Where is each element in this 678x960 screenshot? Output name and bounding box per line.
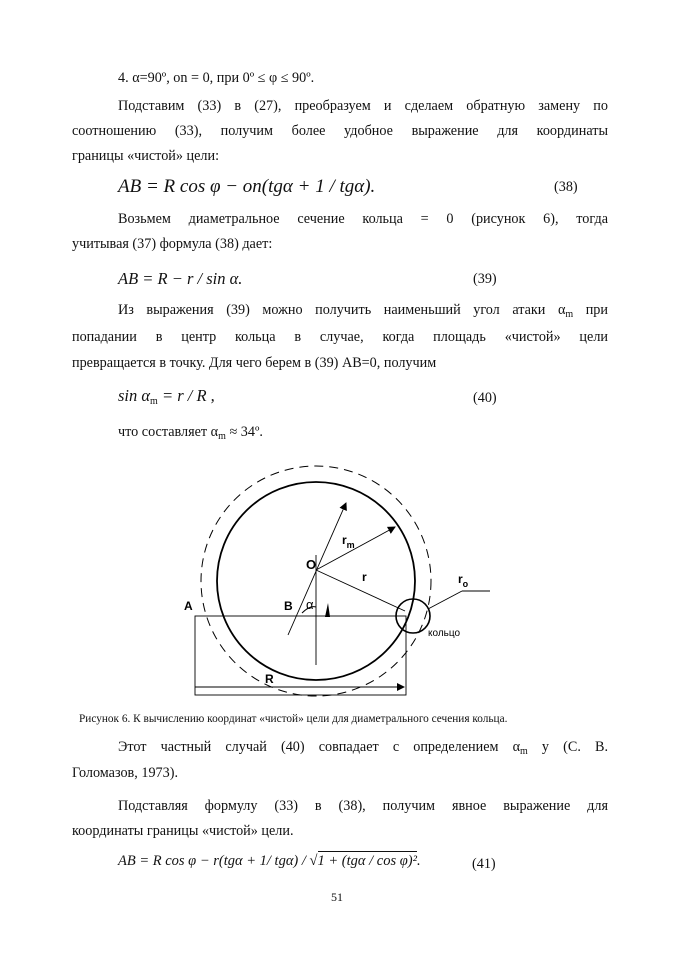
paragraph-3-line-1 <box>118 301 608 324</box>
equation-38-number: (38) <box>554 179 578 195</box>
attack-direction-line <box>288 503 346 635</box>
paragraph-4-text-b: ≈ 34º. <box>225 424 263 440</box>
page-number: 51 <box>331 890 343 904</box>
label-rm-sub: m <box>346 540 355 550</box>
equation-41 <box>118 853 421 870</box>
label-O: O <box>306 557 317 572</box>
equation-38: AB = R cos φ − on(tgα + 1 / tgα). <box>118 176 376 197</box>
label-rm <box>342 533 355 550</box>
paragraph-3-line-3: превращается в точку. Для чего берем в (39) АВ=0, получим <box>72 355 437 371</box>
equation-40-part-b: = r / R , <box>157 386 215 405</box>
label-ring: кольцо <box>428 628 461 639</box>
paragraph-4-subscript: m <box>218 431 226 442</box>
equation-41-part-b: . <box>416 853 421 869</box>
paragraph-5-text-b: у (С. В. <box>527 739 608 755</box>
paragraph-6-line-1: Подставляя формулу (33) в (38), получим явное выражение для <box>118 798 608 814</box>
paragraph-2-line-1: Возьмем диаметральное сечение кольца = 0 (рисунок 6), тогда <box>118 211 608 227</box>
equation-41-number: (41) <box>472 856 496 872</box>
ro-leader-line <box>428 591 462 609</box>
case-4-line: 4. α=90º, on = 0, при 0º ≤ φ ≤ 90º. <box>118 70 315 86</box>
paragraph-4-text-a: что составляет α <box>118 424 219 440</box>
paragraph-1-line-2: соотношению (33), получим более удобное выражение для координаты <box>72 123 608 139</box>
paragraph-1-line-3: границы «чистой» цели: <box>72 148 220 164</box>
label-r: r <box>362 570 367 584</box>
paragraph-3-line-2: попадании в центр кольца в случае, когда площадь «чистой» цели <box>72 329 608 345</box>
paragraph-5-subscript: m <box>520 746 528 757</box>
paragraph-3-text-a: Из выражения (39) можно получить наименьший угол атаки α <box>118 302 566 318</box>
paragraph-1-line-1: Подставим (33) в (27), преобразуем и сделаем обратную замену по <box>118 98 608 114</box>
paragraph-4 <box>118 423 263 446</box>
paragraph-3-text-b: при <box>573 302 608 318</box>
figure-6-caption: Рисунок 6. К вычислению координат «чистой» цели для диаметрального сечения кольца. <box>79 713 508 725</box>
figure-6-diagram <box>170 455 500 700</box>
equation-39: AB = R − r / sin α. <box>118 269 243 288</box>
label-ro-sub: o <box>462 579 469 589</box>
radius-r-line <box>316 570 405 611</box>
paragraph-2-line-2: учитывая (37) формула (38) дает: <box>72 236 273 252</box>
equation-41-radicand: 1 + (tgα / cos φ)² <box>317 853 417 869</box>
equation-40-subscript: m <box>150 396 158 407</box>
label-ro-main: r <box>458 572 463 586</box>
equation-40-part-a: sin α <box>118 386 151 405</box>
label-rm-main: r <box>342 533 347 547</box>
alpha-m-subscript: m <box>565 309 574 320</box>
equation-39-number: (39) <box>473 271 497 287</box>
paragraph-5-text-a: Этот частный случай (40) совпадает с определением α <box>118 739 521 755</box>
label-ro <box>458 572 469 589</box>
equation-41-part-a: AB = R cos φ − r(tgα + 1/ tgα) / <box>118 853 310 869</box>
target-rectangle <box>195 616 406 695</box>
label-alpha: α <box>306 597 314 612</box>
equation-40 <box>118 386 215 407</box>
alpha-arc-arrow <box>325 603 330 617</box>
paragraph-5-line-2: Голомазов, 1973). <box>72 765 178 781</box>
radius-rm-line <box>316 527 395 570</box>
equation-40-number: (40) <box>473 390 497 406</box>
label-A: A <box>184 599 193 613</box>
paragraph-5-line-1 <box>118 738 608 761</box>
paragraph-6-line-2: координаты границы «чистой» цели. <box>72 823 294 839</box>
label-B: B <box>284 599 293 613</box>
sqrt-sign: √ <box>309 853 318 869</box>
label-R: R <box>265 672 274 686</box>
